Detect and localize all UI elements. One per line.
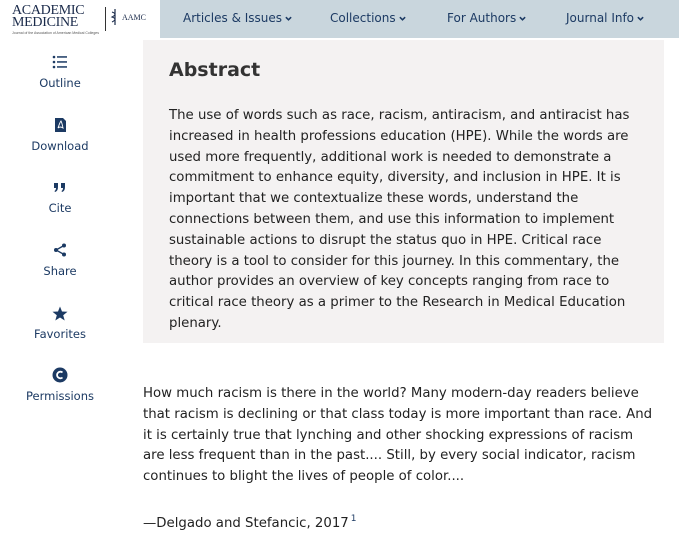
nav-label: Articles & Issues	[183, 11, 283, 25]
sidebar-item-label: Cite	[48, 201, 72, 215]
sidebar-item-label: Permissions	[25, 389, 95, 403]
aamc-text: AAMC	[122, 12, 147, 22]
quote-icon	[53, 181, 67, 193]
nav-for-authors[interactable]	[447, 11, 526, 25]
sidebar-item-label: Outline	[39, 76, 81, 90]
sidebar-item-favorites[interactable]	[0, 304, 120, 341]
copyright-icon	[52, 367, 68, 383]
sidebar-item-outline[interactable]	[0, 53, 120, 90]
sidebar-item-share[interactable]	[0, 241, 120, 278]
nav-articles-issues[interactable]	[183, 11, 292, 25]
reference-link[interactable]: 1	[350, 514, 357, 524]
abstract-heading: Abstract	[169, 59, 261, 81]
aamc-logo	[110, 8, 146, 26]
abstract-section	[143, 40, 664, 343]
star-icon	[52, 306, 68, 321]
attribution-text: —Delgado and Stefancic, 2017	[143, 516, 349, 531]
sidebar-item-label: Download	[31, 139, 89, 153]
sidebar-item-download[interactable]	[0, 116, 120, 153]
chevron-down-icon	[399, 15, 406, 22]
main-nav	[160, 0, 679, 38]
caduceus-icon	[110, 8, 120, 26]
share-icon	[53, 243, 67, 257]
sidebar-item-permissions[interactable]	[0, 366, 120, 403]
chevron-down-icon	[285, 15, 292, 22]
nav-collections[interactable]	[330, 11, 406, 25]
nav-label: Collections	[330, 11, 396, 25]
pdf-icon	[54, 117, 67, 133]
sidebar-item-label: Favorites	[34, 327, 86, 341]
sidebar-item-cite[interactable]	[0, 178, 120, 215]
journal-logo[interactable]	[0, 0, 160, 38]
epigraph-attribution	[143, 514, 356, 531]
nav-label: For Authors	[447, 11, 517, 25]
logo-divider	[105, 7, 106, 31]
logo-subtitle: Journal of the Association of American Medical Colleges	[12, 31, 99, 35]
chevron-down-icon	[519, 15, 526, 22]
nav-journal-info[interactable]	[566, 11, 644, 25]
outline-icon	[52, 55, 68, 69]
site-header	[0, 0, 679, 38]
abstract-text: The use of words such as race, racism, antiracism, and antiracist has increased in health professions education (HPE). While the words are used more frequently, additional work is needed to demonstrate a commitment to enhance equity, diversity, and inclusion in HPE. It is important that we contextualize these words, understand the connections between them, and use this information to implement sustainable actions to disrupt the status quo in HPE. Critical race theory is a tool to consider for this journey. In this commentary, the author provides an overview of key concepts ranging from race to critical race theory as a primer to the Research in Medical Education plenary.	[169, 108, 630, 331]
logo-title: ACADEMIC MEDICINE	[12, 3, 85, 30]
sidebar-item-label: Share	[43, 264, 77, 278]
nav-label: Journal Info	[566, 11, 635, 25]
epigraph-quote: How much racism is there in the world? Many modern-day readers believe that racism is declining or that class today is more important than race. And it is certainly true that lynching and other shocking expressions of racism are less frequent than in the past.... Still, by every social indicator, racism continues to blight the lives of people of color....	[143, 386, 653, 485]
chevron-down-icon	[637, 15, 644, 22]
